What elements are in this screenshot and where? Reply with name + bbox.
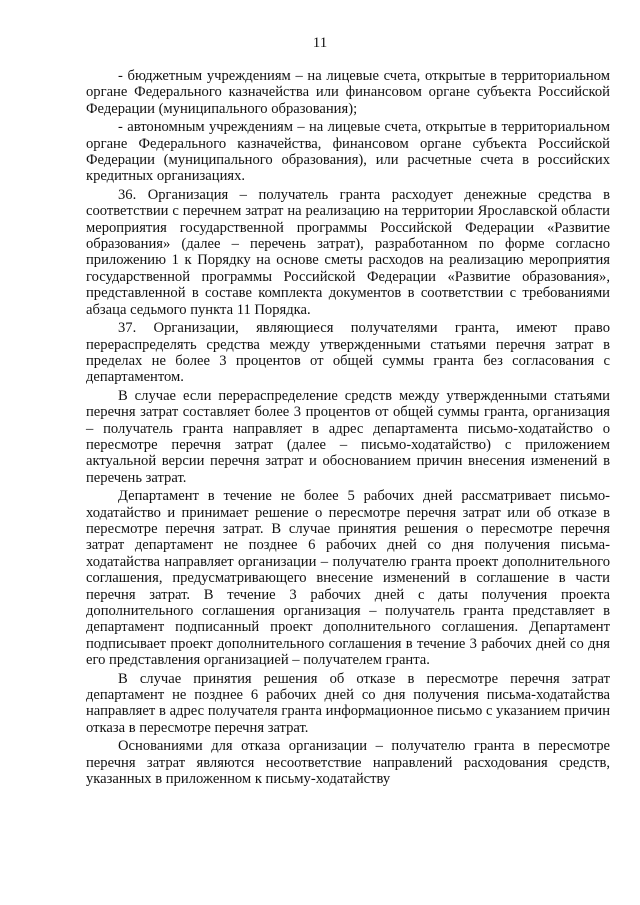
paragraph-department-review: Департамент в течение не более 5 рабочих дней рассматривает письмо-ходатайство и принимает решение о пересмотре перечня затрат или об отказе в пересмотре перечня затрат. В случае принятия решения о пересмотре перечня затрат департамент не позднее 6 рабочих дней со дня получения письма-ходатайства направляет организации – получателю гранта проект дополнительного соглашения, предусматривающего внесение изменений в соглашение в части перечня затрат. В течение 3 рабочих дней с даты получения проекта дополнительного соглашения организация – получатель гранта представляет в департамент подписанный проект дополнительного соглашения. Департамент подписывает проект дополнительного соглашения в течение 3 рабочих дней со дня его представления организацией – получателем гранта. [86,488,610,669]
page-number: 11 [312,35,328,51]
paragraph-redistribution-over-3-percent: В случае если перераспределение средств между утвержденными статьями перечня затрат составляет более 3 процентов от общей суммы гранта, организация – получатель гранта направляет в адрес департамента письмо-ходатайство о пересмотре перечня затрат (далее – письмо-ходатайство) с приложением актуальной версии перечня затрат и обоснованием причин внесения изменений в перечень затрат. [86,387,610,486]
paragraph-budget-institutions: - бюджетным учреждениям – на лицевые счета, открытые в территориальном органе Федерального казначейства или финансовом органе субъекта Российской Федерации (муниципального образования); [86,68,610,117]
paragraph-clause-37: 37. Организации, являющиеся получателями гранта, имеют право перераспределять средства между утвержденными статьями перечня затрат в пределах не более 3 процентов от общей суммы гранта без согласования с департаментом. [86,320,610,386]
paragraph-refusal-grounds: Основаниями для отказа организации – получателю гранта в пересмотре перечня затрат являются несоответствие направлений расходования средств, указанных в приложенном к письму-ходатайству [86,738,610,788]
paragraph-refusal-decision: В случае принятия решения об отказе в пересмотре перечня затрат департамент не позднее 6 рабочих дней со дня получения письма-ходатайства направляет в адрес получателя гранта информационное письмо с указанием причин отказа в пересмотре перечня затрат. [86,670,610,736]
paragraph-autonomous-institutions: - автономным учреждениям – на лицевые счета, открытые в территориальном органе Федерального казначейства, финансовом органе субъекта Российской Федерации (муниципального образования), или расчетные счета в российских кредитных организациях. [86,119,610,185]
paragraph-clause-36: 36. Организация – получатель гранта расходует денежные средства в соответствии с перечнем затрат на реализацию на территории Ярославской области мероприятия государственной программы Российской Федерации «Развитие образования» (далее – перечень затрат), разработанном по форме согласно приложению 1 к Порядку на основе сметы расходов на реализацию мероприятия государственной программы Российской Федерации «Развитие образования», представленной в составе комплекта документов в соответствии с требованиями абзаца седьмого пункта 11 Порядка. [86,186,610,318]
document-body [86,68,610,789]
